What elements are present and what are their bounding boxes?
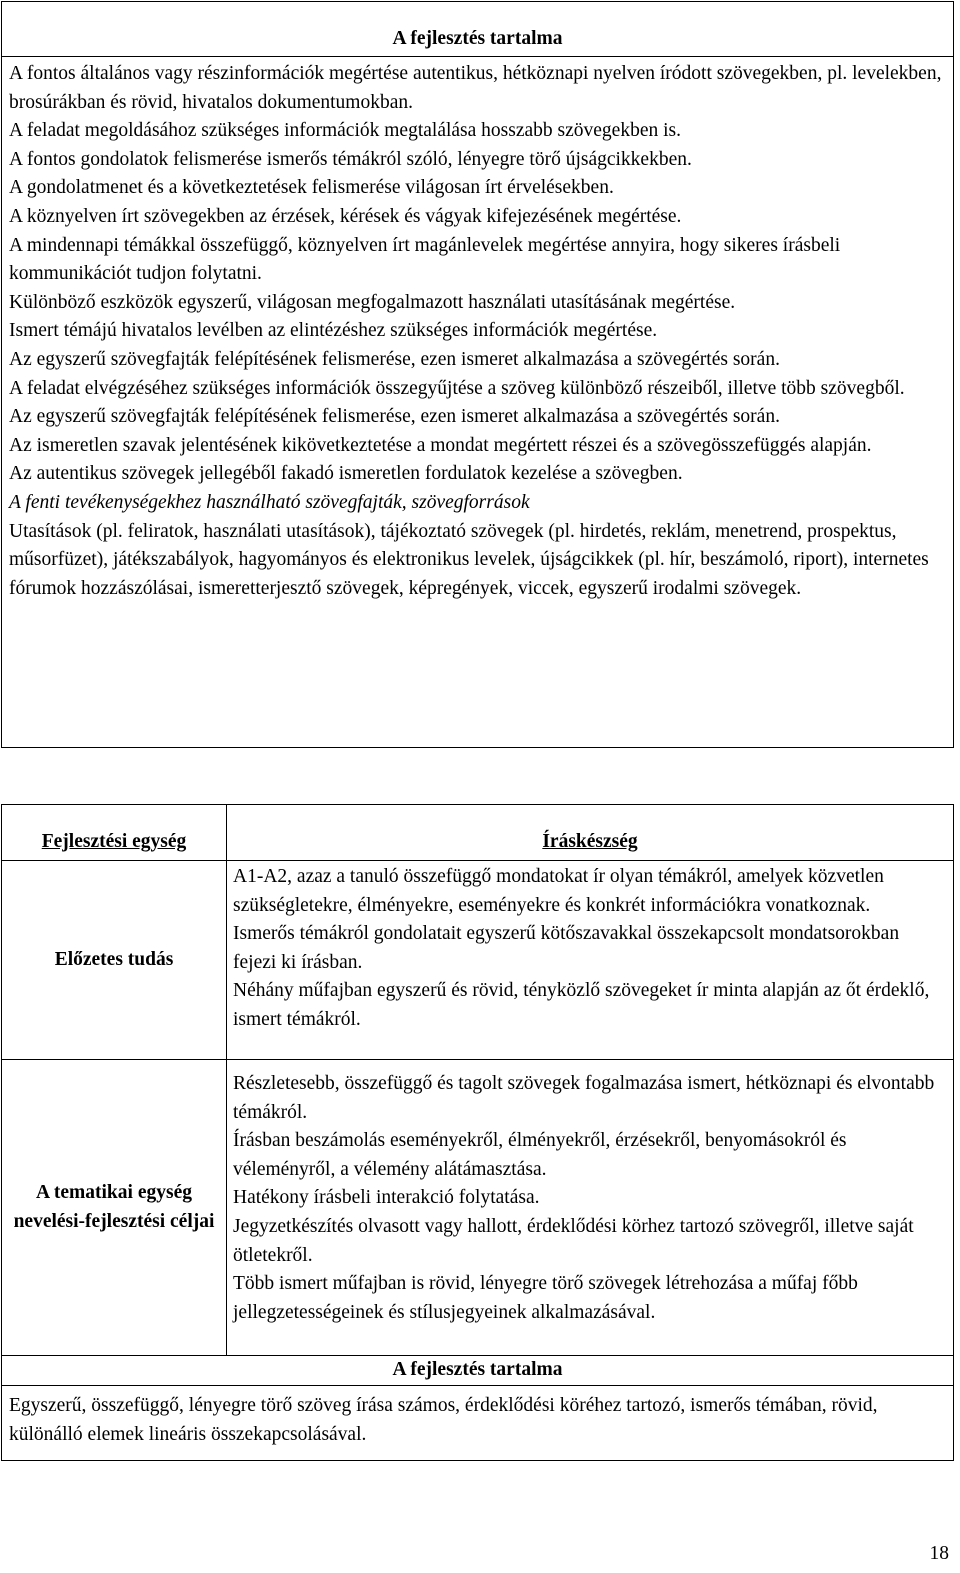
writing-skills-table	[1, 804, 954, 1461]
content-line: Az egyszerű szövegfajták felépítésének felismerése, ezen ismeret alkalmazása a szövegértés során.	[9, 406, 780, 428]
goal-line: Hatékony írásbeli interakció folytatása.	[233, 1187, 540, 1209]
goal-line: Részletesebb, összefüggő és tagolt szövegek fogalmazása ismert, hétköznapi és elvontabb témákról.	[233, 1073, 935, 1123]
goal-line: Jegyzetkészítés olvasott vagy hallott, érdeklődési körhez tartozó szövegről, illetve saját ötletekről.	[233, 1215, 914, 1266]
content-line: Az ismeretlen szavak jelentésének kikövetkeztetése a mondat megértett részei és a szövegösszefüggés alapján.	[9, 434, 872, 456]
content-cell	[2, 57, 954, 748]
content-line: Az autentikus szövegek jellegéből fakadó ismeretlen fordulatok kezelése a szövegben.	[9, 463, 683, 485]
content-subheading: A fejlesztés tartalma	[392, 1359, 563, 1381]
section-heading-text: A fejlesztés tartalma	[392, 28, 563, 50]
unit-label: Fejlesztési egység	[41, 831, 187, 853]
section-heading	[2, 2, 954, 57]
goals-label-cell	[2, 1060, 227, 1356]
content-line: A fontos általános vagy részinformációk megértése autentikus, hétköznapi nyelven íródott szövegekben, pl. levelekben, brosúrákban és rövid, hivatalos dokumentumokban.	[9, 63, 942, 113]
development-content-table	[1, 1, 954, 748]
prev-knowledge-line: Ismerős témákról gondolatait egyszerű kötőszavakkal összekapcsolt mondatsorokban fejezi ki írásban.	[233, 923, 900, 973]
prev-knowledge-cell	[227, 861, 954, 1060]
unit-value: Íráskészség	[542, 831, 638, 853]
content-line: A köznyelven írt szövegekben az érzések, kérések és vágyak kifejezésének megértése.	[9, 205, 682, 227]
content-line: A feladat megoldásához szükséges információk megtalálása hosszabb szövegekben is.	[9, 120, 681, 142]
goal-line: Írásban beszámolás eseményekről, élményekről, érzésekről, benyomásokról és véleményről, a vélemény alátámasztása.	[233, 1130, 847, 1180]
content-line: A fontos gondolatok felismerése ismerős témákról szóló, lényegre törő újságcikkekben.	[9, 148, 692, 170]
prev-knowledge-label: Előzetes tudás	[54, 948, 174, 970]
content-line: A mindennapi témákkal összefüggő, köznyelven írt magánlevelek megértése annyira, hogy sikeres írásbeli kommunikációt tudjon folytatni.	[9, 234, 841, 285]
content-line: Különböző eszközök egyszerű, világosan megfogalmazott használati utasításának megértése.	[9, 291, 736, 313]
unit-label-cell	[2, 805, 227, 861]
content-text-cell	[2, 1386, 954, 1461]
page-number: 18	[929, 1543, 949, 1564]
sources-text: Utasítások (pl. feliratok, használati utasítások), tájékoztató szövegek (pl. hirdetés, reklám, menetrend, prospektus, műsorfüzet), játékszabályok, hagyományos és elektronikus levelek, újságcikkek (pl. hír, beszámoló, riport), internetes fórumok hozzászólásai, ismeretterjesztő szövegek, képregények, viccek, egyszerű irodalmi szövegek.	[9, 520, 929, 599]
goals-label: A tematikai egység nevelési-fejlesztési céljai	[13, 1181, 215, 1232]
prev-knowledge-line: A1-A2, azaz a tanuló összefüggő mondatokat ír olyan témákról, amelyek közvetlen szükségletekre, élményekre, eseményekre és konkrét információkra vonatkoznak.	[233, 866, 884, 916]
content-line: Az egyszerű szövegfajták felépítésének felismerése, ezen ismeret alkalmazása a szövegértés során.	[9, 348, 780, 370]
goals-cell	[227, 1060, 954, 1356]
sources-heading: A fenti tevékenységekhez használható szövegfajták, szövegforrások	[9, 491, 530, 513]
content-subheading-cell	[2, 1356, 954, 1386]
content-line: A gondolatmenet és a következtetések felismerése világosan írt érvelésekben.	[9, 177, 614, 199]
prev-knowledge-line: Néhány műfajban egyszerű és rövid, tényközlő szövegeket ír minta alapján az őt érdeklő, ismert témákról.	[233, 980, 930, 1030]
prev-knowledge-label-cell	[2, 861, 227, 1060]
content-text: Egyszerű, összefüggő, lényegre törő szöveg írása számos, érdeklődési köréhez tartozó, ismerős témában, rövid, különálló elemek lineáris összekapcsolásával.	[9, 1395, 878, 1445]
goal-line: Több ismert műfajban is rövid, lényegre törő szövegek létrehozása a műfaj főbb jellegzetességeinek és stílusjegyeinek alkalmazásával.	[233, 1273, 858, 1323]
unit-value-cell	[227, 805, 954, 861]
content-line: Ismert témájú hivatalos levélben az elintézéshez szükséges információk megértése.	[9, 320, 658, 342]
content-line: A feladat elvégzéséhez szükséges információk összegyűjtése a szöveg különböző részeiből, illetve több szövegből.	[9, 377, 905, 399]
